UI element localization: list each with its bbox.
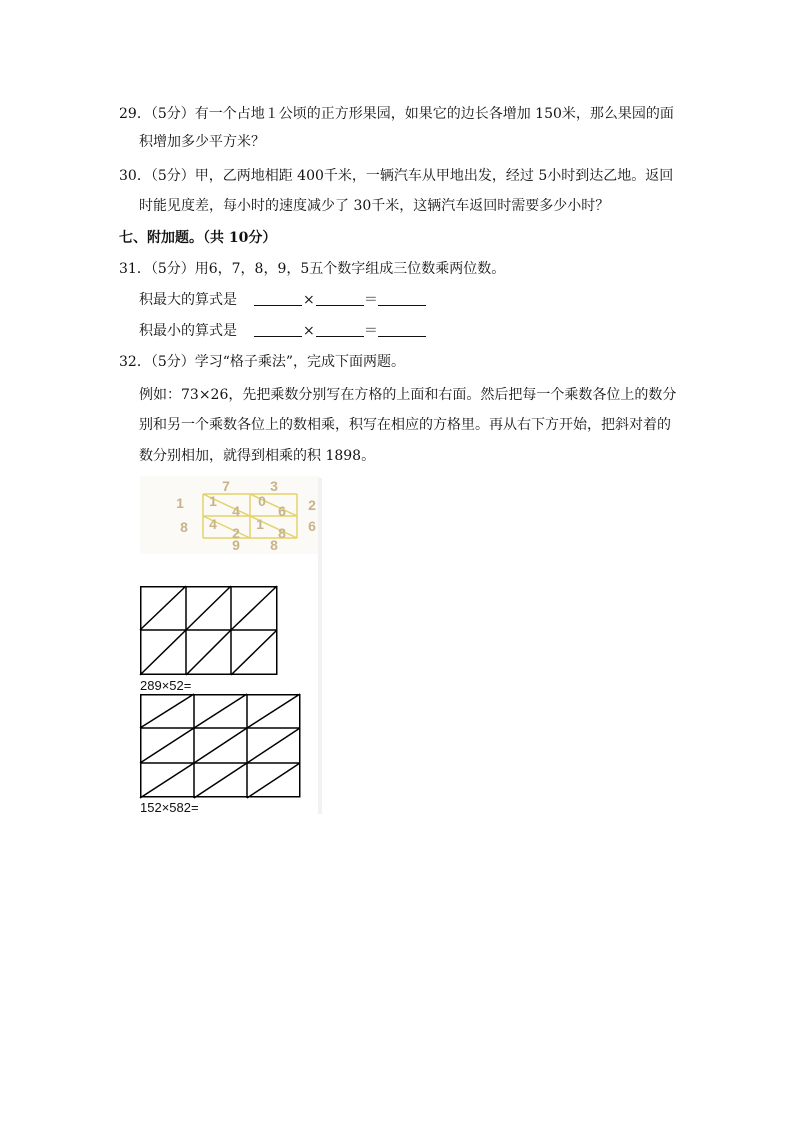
q31-max-label: 积最大的算式是 — [139, 292, 237, 308]
example-top-digit: 3 — [270, 478, 278, 494]
times-sign: × — [303, 323, 315, 339]
example-right-digit: 2 — [308, 497, 316, 513]
q31-min-row — [139, 321, 426, 341]
q31-max-blank-1[interactable] — [254, 291, 302, 306]
example-left-digit: 1 — [176, 495, 184, 511]
q30-line1: 30．（5分）甲，乙两地相距 400千米，一辆汽车从甲地出发，经过 5小时到达乙地。返回 — [119, 168, 674, 184]
grid-diagonal — [247, 694, 300, 728]
grid-diagonal — [194, 694, 247, 728]
q31-min-blank-3[interactable] — [378, 322, 426, 337]
example-cell-tens: 1 — [256, 516, 264, 532]
q30-line2: 时能见度差，每小时的速度减少了 30千米，这辆汽车返回时需要多少小时？ — [139, 198, 610, 214]
q32-example-line2: 别和另一个乘数各位上的数相乘，积写在相应的方格里。再从右下方开始，把斜对着的 — [139, 417, 671, 433]
grid-diagonal — [247, 728, 300, 763]
grid-diagonal — [140, 586, 186, 630]
q32-example-line3: 数分别相加，就得到相乘的积 1898。 — [139, 448, 376, 464]
grid-diagonal — [194, 763, 247, 798]
q31-min-blank-2[interactable] — [316, 322, 364, 337]
example-left-digit: 8 — [180, 519, 188, 535]
figure-frame — [318, 478, 322, 814]
lattice-grid-289x52[interactable] — [140, 586, 280, 676]
grid-diagonal — [140, 630, 186, 675]
grid-diagonal — [247, 763, 300, 798]
example-cell-tens: 4 — [209, 516, 217, 532]
example-cell-ones: 4 — [232, 503, 240, 519]
example-image-background — [140, 476, 320, 554]
example-top-digit: 7 — [222, 478, 230, 494]
example-cell-ones: 2 — [232, 525, 240, 541]
q29-line1: 29．（5分）有一个占地１公顷的正方形果园，如果它的边长各增加 150米，那么果园的面 — [119, 106, 674, 122]
q31-max-blank-2[interactable] — [316, 291, 364, 306]
q31-min-label: 积最小的算式是 — [139, 323, 237, 339]
times-sign: × — [303, 292, 315, 308]
lattice-grid-152x582[interactable] — [140, 694, 302, 800]
example-cell-ones: 8 — [278, 525, 286, 541]
example-bottom-digit: 8 — [270, 537, 278, 553]
grid-diagonal — [186, 630, 231, 675]
grid-diagonal — [140, 694, 194, 728]
q31-max-row — [139, 290, 426, 310]
example-cell-ones: 6 — [278, 503, 286, 519]
example-cell-tens: 1 — [209, 493, 217, 509]
example-lattice-grid — [160, 476, 330, 554]
grid-diagonal — [194, 728, 247, 763]
q32-example-line1: 例如：73×26，先把乘数分别写在方格的上面和右面。然后把每一个乘数各位上的数分 — [139, 387, 677, 403]
grid-diagonal — [231, 630, 277, 675]
section-title: 七、附加题。（共 10分） — [119, 230, 277, 246]
grid-diagonal — [231, 586, 277, 630]
grid-diagonal — [186, 586, 231, 630]
grid-diagonal — [140, 763, 194, 798]
q29-line2: 积增加多少平方米？ — [139, 134, 265, 150]
example-bottom-digit: 9 — [232, 537, 240, 553]
equals-sign: ＝ — [363, 292, 378, 308]
example-cell-tens: 0 — [258, 493, 266, 509]
q31-min-blank-1[interactable] — [254, 322, 302, 337]
q32-stem: 32．（5分）学习“格子乘法”，完成下面两题。 — [119, 354, 406, 370]
problem-2-label: 152×582= — [140, 800, 199, 815]
q31-max-blank-3[interactable] — [378, 291, 426, 306]
example-right-digit: 6 — [308, 518, 316, 534]
problem-1-label: 289×52= — [140, 678, 192, 693]
q31-stem: 31．（5分）用6，7，8，9，5五个数字组成三位数乘两位数。 — [119, 261, 506, 277]
equals-sign: ＝ — [363, 323, 378, 339]
grid-diagonal — [140, 728, 194, 763]
